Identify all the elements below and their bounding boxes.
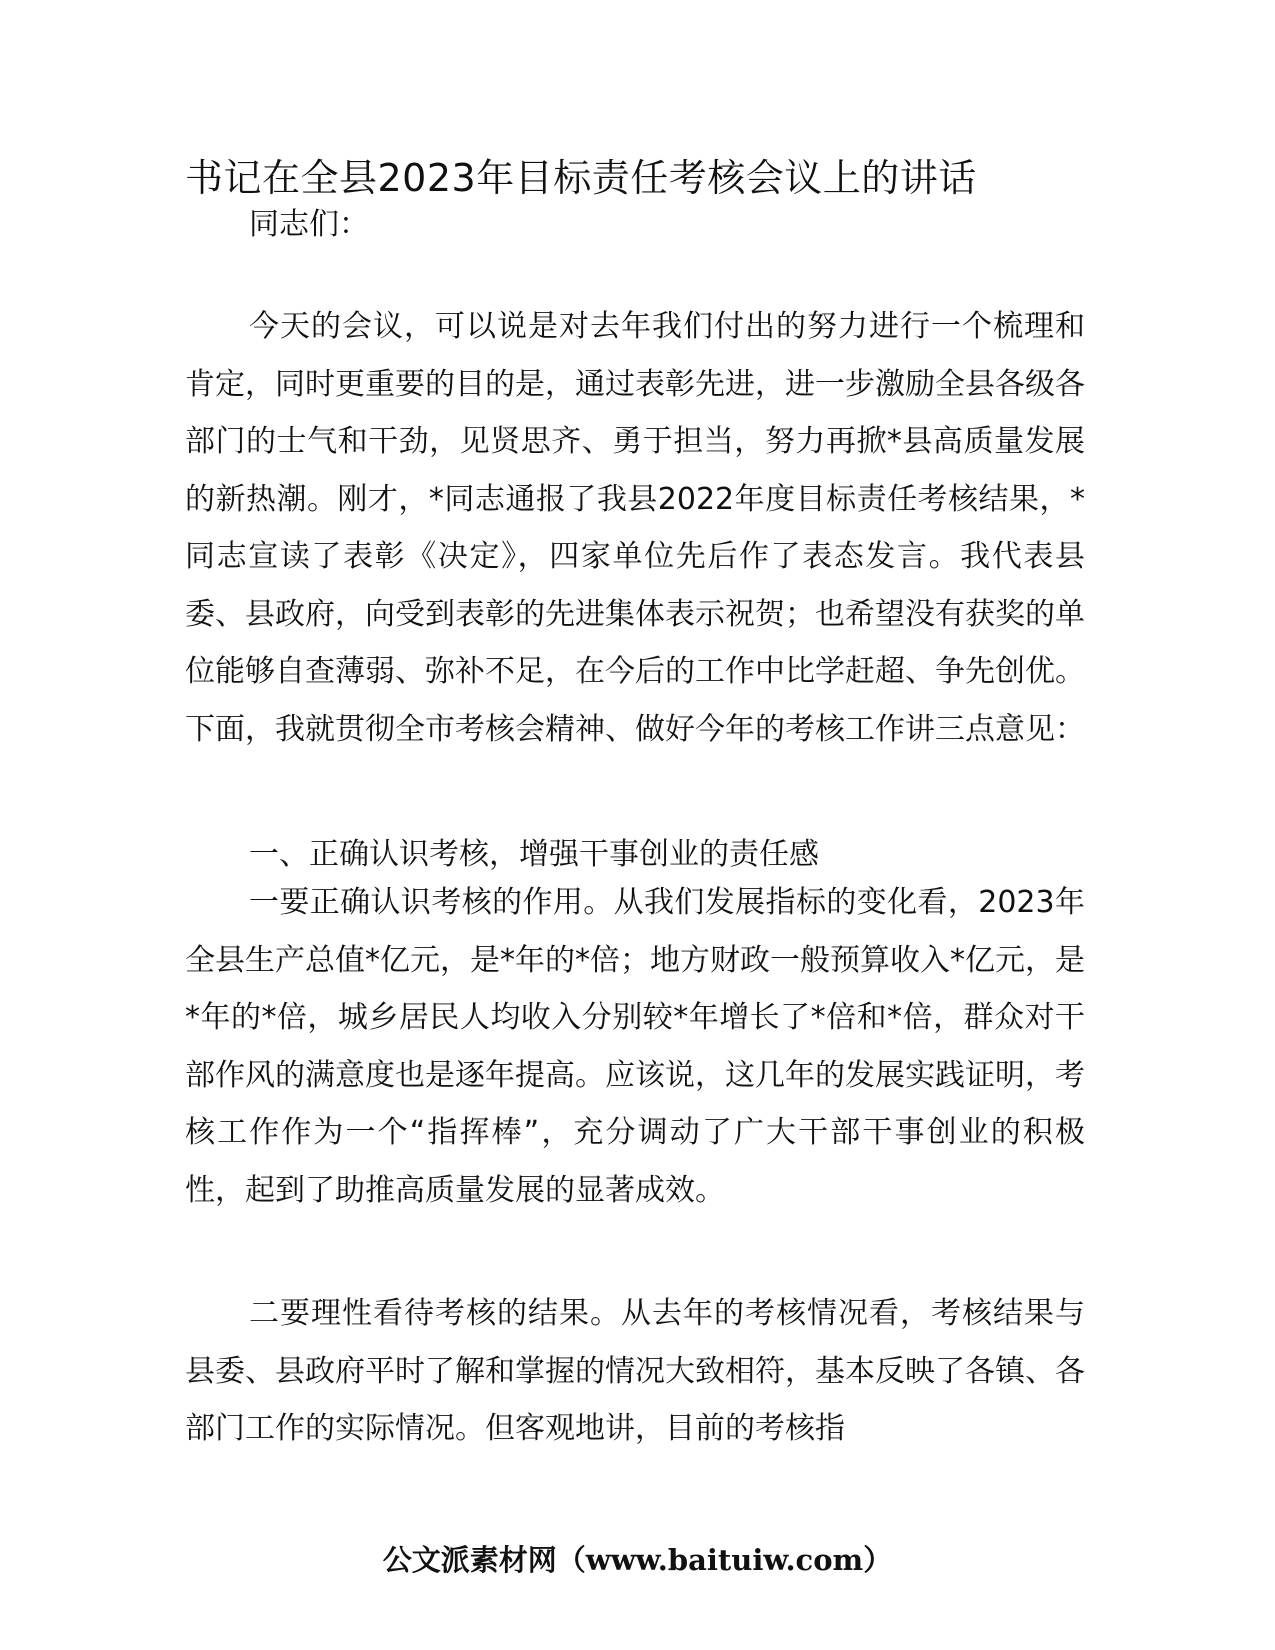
section-heading-1: 一、正确认识考核，增强干事创业的责任感 (249, 837, 819, 872)
paragraph-assessment-results: 二要理性看待考核的结果。从去年的考核情况看，考核结果与县委、县政府平时了解和掌握的情况大致相符，基本反映了各镇、各部门工作的实际情况。但客观地讲，目前的考核指 (185, 1296, 1085, 1446)
paragraph-intro: 今天的会议，可以说是对去年我们付出的努力进行一个梳理和肯定，同时更重要的目的是，通过表彰先进，进一步激励全县各级各部门的士气和干劲，见贤思齐、勇于担当，努力再掀*县高质量发展的新热潮。刚才，*同志通报了我县2022年度目标责任考核结果，*同志宣读了表彰《决定》，四家单位先后作了表态发言。我代表县委、县政府，向受到表彰的先进集体表示祝贺；也希望没有获奖的单位能够自查薄弱、弥补不足，在今后的工作中比学赶超、争先创优。下面，我就贯彻全市考核会精神、做好今年的考核工作讲三点意见： (185, 309, 1085, 747)
document-title: 书记在全县2023年目标责任考核会议上的讲话 (185, 156, 977, 200)
paragraph-role-of-assessment: 一要正确认识考核的作用。从我们发展指标的变化看，2023年全县生产总值*亿元，是*年的*倍；地方财政一般预算收入*亿元，是*年的*倍，城乡居民人均收入分别较*年增长了*倍和*倍，群众对干部作风的满意度也是逐年提高。应该说，这几年的发展实践证明，考核工作作为一个“指挥棒”，充分调动了广大干部干事创业的积极性，起到了助推高质量发展的显著成效。 (185, 885, 1085, 1208)
site-watermark: 公文派素材网（www.baituiw.com） (382, 1543, 893, 1577)
salutation: 同志们： (249, 207, 369, 242)
